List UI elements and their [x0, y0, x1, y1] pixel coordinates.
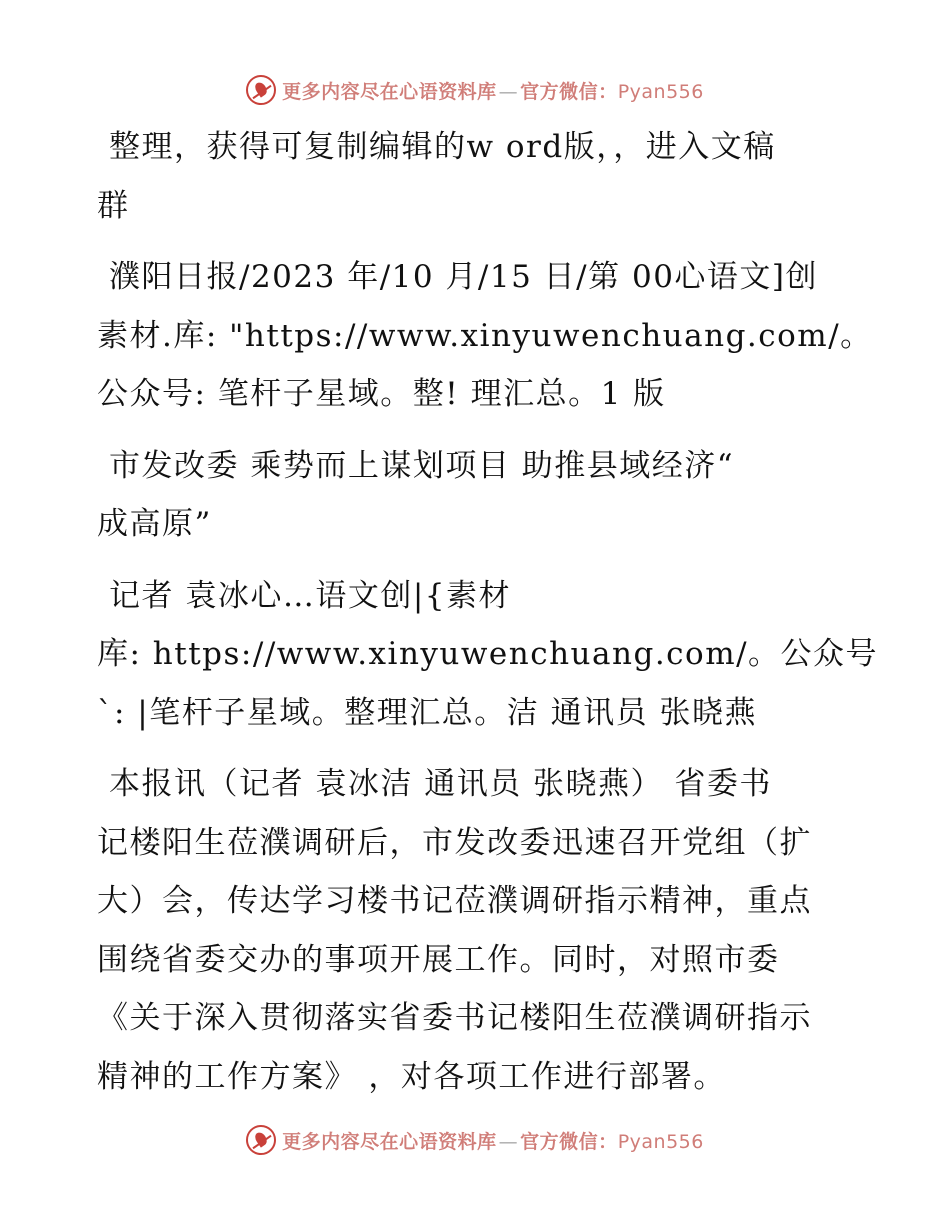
- text-line: 公众号: 笔杆子星域。整! 理汇总。1 版: [97, 376, 666, 412]
- text-line: 库: https://www.xinyuwenchuang.com/。公众号: [97, 636, 879, 672]
- text-line: 本报讯（记者 袁冰洁 通讯员 张晓燕） 省委书: [109, 766, 772, 802]
- text-line: 群: [97, 187, 130, 224]
- text-line: `: |笔杆子星域。整理汇总。洁 通讯员 张晓燕: [97, 694, 757, 731]
- text-line: 围绕省委交办的事项开展工作。同时，对照市委: [97, 941, 780, 978]
- text-line: 素材.库: "https://www.xinyuwenchuang.com/。: [97, 317, 873, 354]
- footer-banner: [0, 1120, 950, 1160]
- text-line: 成高原”: [97, 506, 212, 542]
- text-line: 整理，获得可复制编辑的w ord版，，进入文稿: [109, 129, 776, 165]
- paragraph-intro: [97, 118, 857, 235]
- text-line: 记楼阳生莅濮调研后，市发改委迅速召开党组（扩: [97, 824, 812, 861]
- text-line: 记者 袁冰心…语文创|{素材: [109, 577, 512, 614]
- text-line: 大）会，传达学习楼书记莅濮调研指示精神，重点: [97, 883, 812, 919]
- text-line: 精神的工作方案》 ，对各项工作进行部署。: [97, 1058, 726, 1095]
- pen-logo-icon: [246, 75, 276, 105]
- text-line: 《关于深入贯彻落实省委书记楼阳生莅濮调研指示: [97, 1000, 812, 1036]
- text-line: 濮阳日报/2023 年/10 月/15 日/第 00心语文]创: [109, 259, 819, 295]
- banner-text: 更多内容尽在心语资料库 — 官方微信：Pyan556: [282, 1130, 704, 1153]
- document-body: [97, 118, 879, 1119]
- paragraph-byline: [97, 567, 879, 743]
- text-line: 市发改委 乘势而上谋划项目 助推县域经济“: [109, 447, 735, 484]
- paragraph-body: [97, 755, 857, 1106]
- pen-logo-icon: [246, 1125, 276, 1155]
- header-banner: [0, 70, 950, 110]
- banner-text: 更多内容尽在心语资料库 — 官方微信：Pyan556: [282, 80, 704, 103]
- paragraph-headline: [97, 437, 857, 554]
- paragraph-source: [97, 248, 873, 424]
